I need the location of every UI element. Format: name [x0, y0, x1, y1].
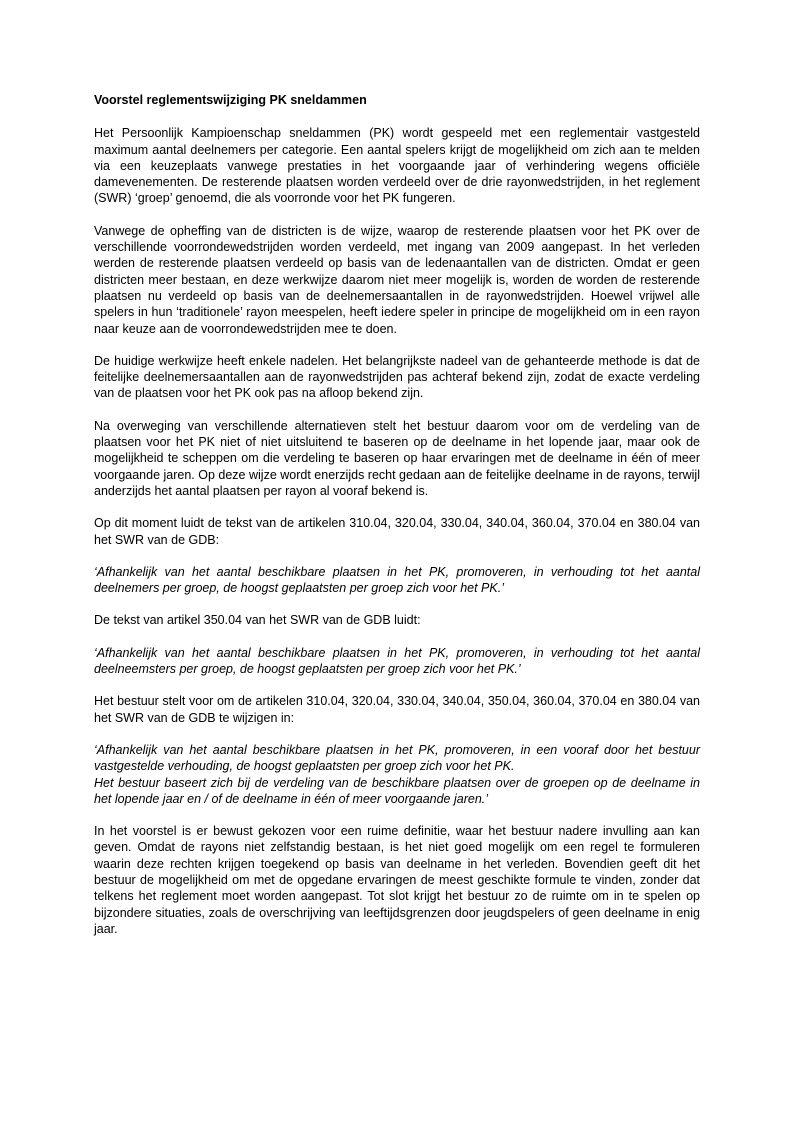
- paragraph-districts: Vanwege de opheffing van de districten is de wijze, waarop de resterende plaatsen voor het PK over de verschillende voorrondewedstrijden worden verdeeld, met ingang van 2009 aangepast. In het verleden werden de resterende plaatsen verdeeld op basis van de ledenaantallen van de districten. Omdat er geen districten meer bestaan, en deze werkwijze daarom niet meer mogelijk is, worden de worden de resterende plaatsen nu verdeeld op basis van de deelnemersaantallen in de rayonwedstrijden. Hoewel vrijwel alle spelers in hun ‘traditionele’ rayon meespelen, heeft iedere speler in principe de mogelijkheid om in een rayon naar keuze aan de voorrondewedstrijden mee te doen.: [94, 223, 700, 336]
- paragraph-proposal: Na overweging van verschillende alternatieven stelt het bestuur daarom voor om de verdeling van de plaatsen voor het PK niet of niet uitsluitend te baseren op de deelname in het lopende jaar, maar ook de mogelijkheid te scheppen om die verdeling te baseren op haar ervaringen met de deelname in één of meer voorgaande jaren. Op deze wijze wordt enerzijds recht gedaan aan de feitelijke deelname in de rayons, terwijl anderzijds het aantal plaatsen per rayon al vooraf bekend is.: [94, 418, 700, 498]
- quote-article-350: ‘Afhankelijk van het aantal beschikbare plaatsen in het PK, promoveren, in verhouding tot het aantal deelneemsters per groep, de hoogst geplaatsten per groep zich voor het PK.’: [94, 645, 700, 677]
- quote-current-articles: ‘Afhankelijk van het aantal beschikbare plaatsen in het PK, promoveren, in verhouding tot het aantal deelnemers per groep, de hoogst geplaatsten per groep zich voor het PK.’: [94, 564, 700, 596]
- paragraph-introduction: Het Persoonlijk Kampioenschap sneldammen (PK) wordt gespeeld met een reglementair vastgesteld maximum aantal deelnemers per categorie. Een aantal spelers krijgt de mogelijkheid om zich aan te melden via een keuzeplaats vanwege prestaties in het voorgaande jaar of verhindering wegens officiële damevenementen. De resterende plaatsen worden verdeeld over de drie rayonwedstrijden, in het reglement (SWR) ‘groep’ genoemd, die als voorronde voor het PK fungeren.: [94, 126, 700, 206]
- paragraph-explanation: In het voorstel is er bewust gekozen voor een ruime definitie, waar het bestuur nadere invulling aan kan geven. Omdat de rayons niet zelfstandig bestaan, is het niet goed mogelijk om een regel te formuleren waarin deze rechten krijgen toegekend op basis van deelname in het verleden. Bovendien geeft dit het bestuur de mogelijkheid om met de opgedane ervaringen de meest geschikte formule te vinden, zonder dat telkens het reglement moet worden aangepast. Tot slot krijgt het bestuur zo de ruimte om in te spelen op bijzondere situaties, zoals de overschrijving van leeftijdsgrenzen door jeugdspelers of geen deelname in enig jaar.: [94, 824, 700, 936]
- paragraph-disadvantages: De huidige werkwijze heeft enkele nadelen. Het belangrijkste nadeel van de gehanteerde methode is dat de feitelijke deelnemersaantallen aan de rayonwedstrijden pas achteraf bekend zijn, zodat de exacte verdeling van de plaatsen voor het PK ook pas na afloop bekend zijn.: [94, 353, 700, 401]
- quote-new-text-line-1: ‘Afhankelijk van het aantal beschikbare plaatsen in het PK, promoveren, in een vooraf door het bestuur vastgestelde verhouding, de hoogst geplaatsten per groep zich voor het PK.: [94, 742, 700, 774]
- paragraph-current-text-intro: Op dit moment luidt de tekst van de artikelen 310.04, 320.04, 330.04, 340.04, 360.04, 370.04 en 380.04 van het SWR van de GDB:: [94, 516, 700, 547]
- paragraph-amendment-intro: Het bestuur stelt voor om de artikelen 310.04, 320.04, 330.04, 340.04, 350.04, 360.04, 370.04 en 380.04 van het SWR van de GDB te wijzigen in:: [94, 694, 700, 725]
- document-page: [94, 92, 700, 953]
- paragraph-article-350-intro: De tekst van artikel 350.04 van het SWR van de GDB luidt:: [94, 613, 421, 628]
- quote-new-text-line-2: Het bestuur baseert zich bij de verdeling van de beschikbare plaatsen over de groepen op de deelname in het lopende jaar en / of de deelname in één of meer voorgaande jaren.’: [94, 775, 700, 806]
- document-title: Voorstel reglementswijziging PK sneldammen: [94, 93, 367, 107]
